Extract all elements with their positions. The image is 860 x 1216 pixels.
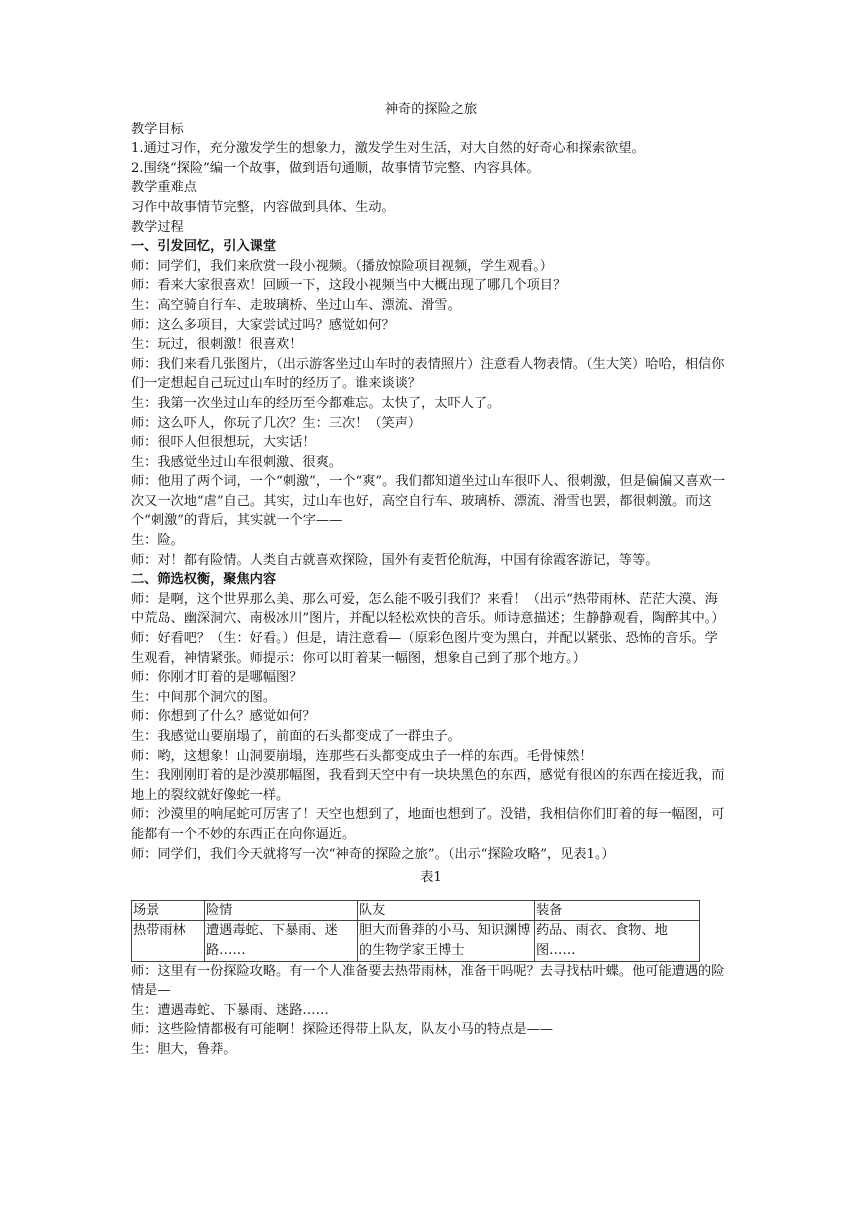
adventure-table xyxy=(131,900,700,962)
paragraph: 1.通过习作，充分激发学生的想象力，激发学生对生活，对大自然的好奇心和探索欲望。 xyxy=(131,141,645,157)
paragraph: 生：我感觉山要崩塌了，前面的石头都变成了一群虫子。 xyxy=(131,729,461,744)
document-title: 神奇的探险之旅 xyxy=(384,102,478,117)
paragraph: 师：你刚才盯着的是哪幅图？ xyxy=(131,670,303,686)
paragraph: 师：看来大家很喜欢！回顾一下，这段小视频当中大概出现了哪几个项目？ xyxy=(131,278,567,294)
paragraph: 师：对！都有险情。人类自古就喜欢探险，国外有麦哲伦航海，中国有徐霞客游记，等等。 xyxy=(131,552,659,568)
paragraph: 师：我们来看几张图片，（出示游客坐过山车时的表情照片）注意看人物表情。（生大笑）哈哈，相信你们一定想起自己玩过山车时的经历了。谁来谈谈？ xyxy=(131,356,725,392)
paragraph: 师：同学们，我们今天就将写一次“神奇的探险之旅”。（出示“探险攻略”，见表1。） xyxy=(131,846,615,862)
table-body xyxy=(132,921,700,961)
paragraph: 师：你想到了什么？感觉如何？ xyxy=(131,709,316,725)
paragraph: 习作中故事情节完整，内容做到具体、生动。 xyxy=(131,199,395,215)
paragraph: 师：很吓人但很想玩，大实话！ xyxy=(131,435,316,451)
paragraph: 生：高空骑自行车、走玻璃桥、坐过山车、漂流、滑雪。 xyxy=(131,297,461,313)
table-cell: 胆大而鲁莽的小马、知识渊博的生物学家王博士 xyxy=(358,921,535,961)
paragraph: 教学目标 xyxy=(131,121,184,137)
paragraph: 教学过程 xyxy=(131,219,184,235)
table-cell: 遭遇毒蛇、下暴雨、迷路…… xyxy=(205,921,358,961)
paragraph: 生：我刚刚盯着的是沙漠那幅图，我看到天空中有一块块黑色的东西，感觉有很凶的东西在接近我，而地上的裂纹就好像蛇一样。 xyxy=(131,768,725,803)
table-header-row xyxy=(132,900,700,921)
table-cell: 药品、雨衣、食物、地图…… xyxy=(535,921,700,961)
table-header-cell: 装备 xyxy=(535,900,700,921)
paragraph: 生：险。 xyxy=(131,533,184,549)
paragraph: 生：玩过，很刺激！很喜欢！ xyxy=(131,337,303,353)
paragraph: 师：哟，这想象！山洞要崩塌，连那些石头都变成虫子一样的东西。毛骨悚然！ xyxy=(131,748,593,764)
table-header-cell: 队友 xyxy=(358,900,535,921)
paragraph: 生：胆大，鲁莽。 xyxy=(131,1041,237,1057)
paragraph: 师：好看吧？（生：好看。）但是，请注意看—（原彩色图片变为黑白，并配以紧张、恐怖的音乐。学生观看，神情紧张。师提示：你可以盯着某一幅图，想象自己到了那个地方。） xyxy=(131,631,718,666)
paragraph: 师：这里有一份探险攻略。有一个人准备要去热带雨林，准备干吗呢？去寻找枯叶蝶。他可能遭遇的险情是— xyxy=(131,963,725,999)
table-cell: 热带雨林 xyxy=(132,921,205,961)
table-header-cell: 场景 xyxy=(132,900,205,921)
table-row xyxy=(132,921,700,961)
paragraph: 师：这些险情都极有可能啊！探险还得带上队友，队友小马的特点是—— xyxy=(131,1022,553,1038)
paragraph: 教学重难点 xyxy=(131,180,197,196)
paragraph: 师：这么多项目，大家尝试过吗？感觉如何？ xyxy=(131,317,395,333)
paragraph: 师：这么吓人，你玩了几次？生：三次！（笑声） xyxy=(131,415,422,431)
paragraph: 生：中间那个洞穴的图。 xyxy=(131,689,277,705)
table-header-cell: 险情 xyxy=(205,900,358,921)
body-bottom xyxy=(131,962,731,1060)
table-caption: 表1 xyxy=(420,870,442,886)
paragraph: 师：是啊，这个世界那么美、那么可爱，怎么能不吸引我们？来看！（出示“热带雨林、茫茫大漠、海中荒岛、幽深洞穴、南极冰川”图片，并配以轻松欢快的音乐。师诗意描述；生静静观看，陶醉其中。） xyxy=(131,591,725,627)
document-page xyxy=(131,100,731,1060)
paragraph: 生：我第一次坐过山车的经历至今都难忘。太快了，太吓人了。 xyxy=(131,395,501,411)
body-top xyxy=(131,120,731,865)
paragraph: 生：遭遇毒蛇、下暴雨、迷路…… xyxy=(131,1002,329,1018)
section-heading: 二、筛选权衡，聚焦内容 xyxy=(131,572,277,588)
section-heading: 一、引发回忆，引入课堂 xyxy=(131,239,277,255)
paragraph: 师：同学们，我们来欣赏一段小视频。（播放惊险项目视频，学生观看。） xyxy=(131,258,553,274)
paragraph: 师：沙漠里的响尾蛇可厉害了！天空也想到了，地面也想到了。没错，我相信你们盯着的每一幅图，可能都有一个不妙的东西正在向你逼近。 xyxy=(131,807,725,842)
paragraph: 生：我感觉坐过山车很刺激、很爽。 xyxy=(131,454,342,470)
paragraph: 2.围绕“探险”编一个故事，做到语句通顺，故事情节完整、内容具体。 xyxy=(131,160,540,176)
paragraph: 师：他用了两个词，一个“刺激”，一个“爽”。我们都知道坐过山车很吓人、很刺激，但是偏偏又喜欢一次又一次地“虐”自己。其实，过山车也好，高空自行车、玻璃桥、漂流、滑雪也罢，都很刺激。而这个“刺激”的背后，其实就一个字—— xyxy=(131,474,726,529)
